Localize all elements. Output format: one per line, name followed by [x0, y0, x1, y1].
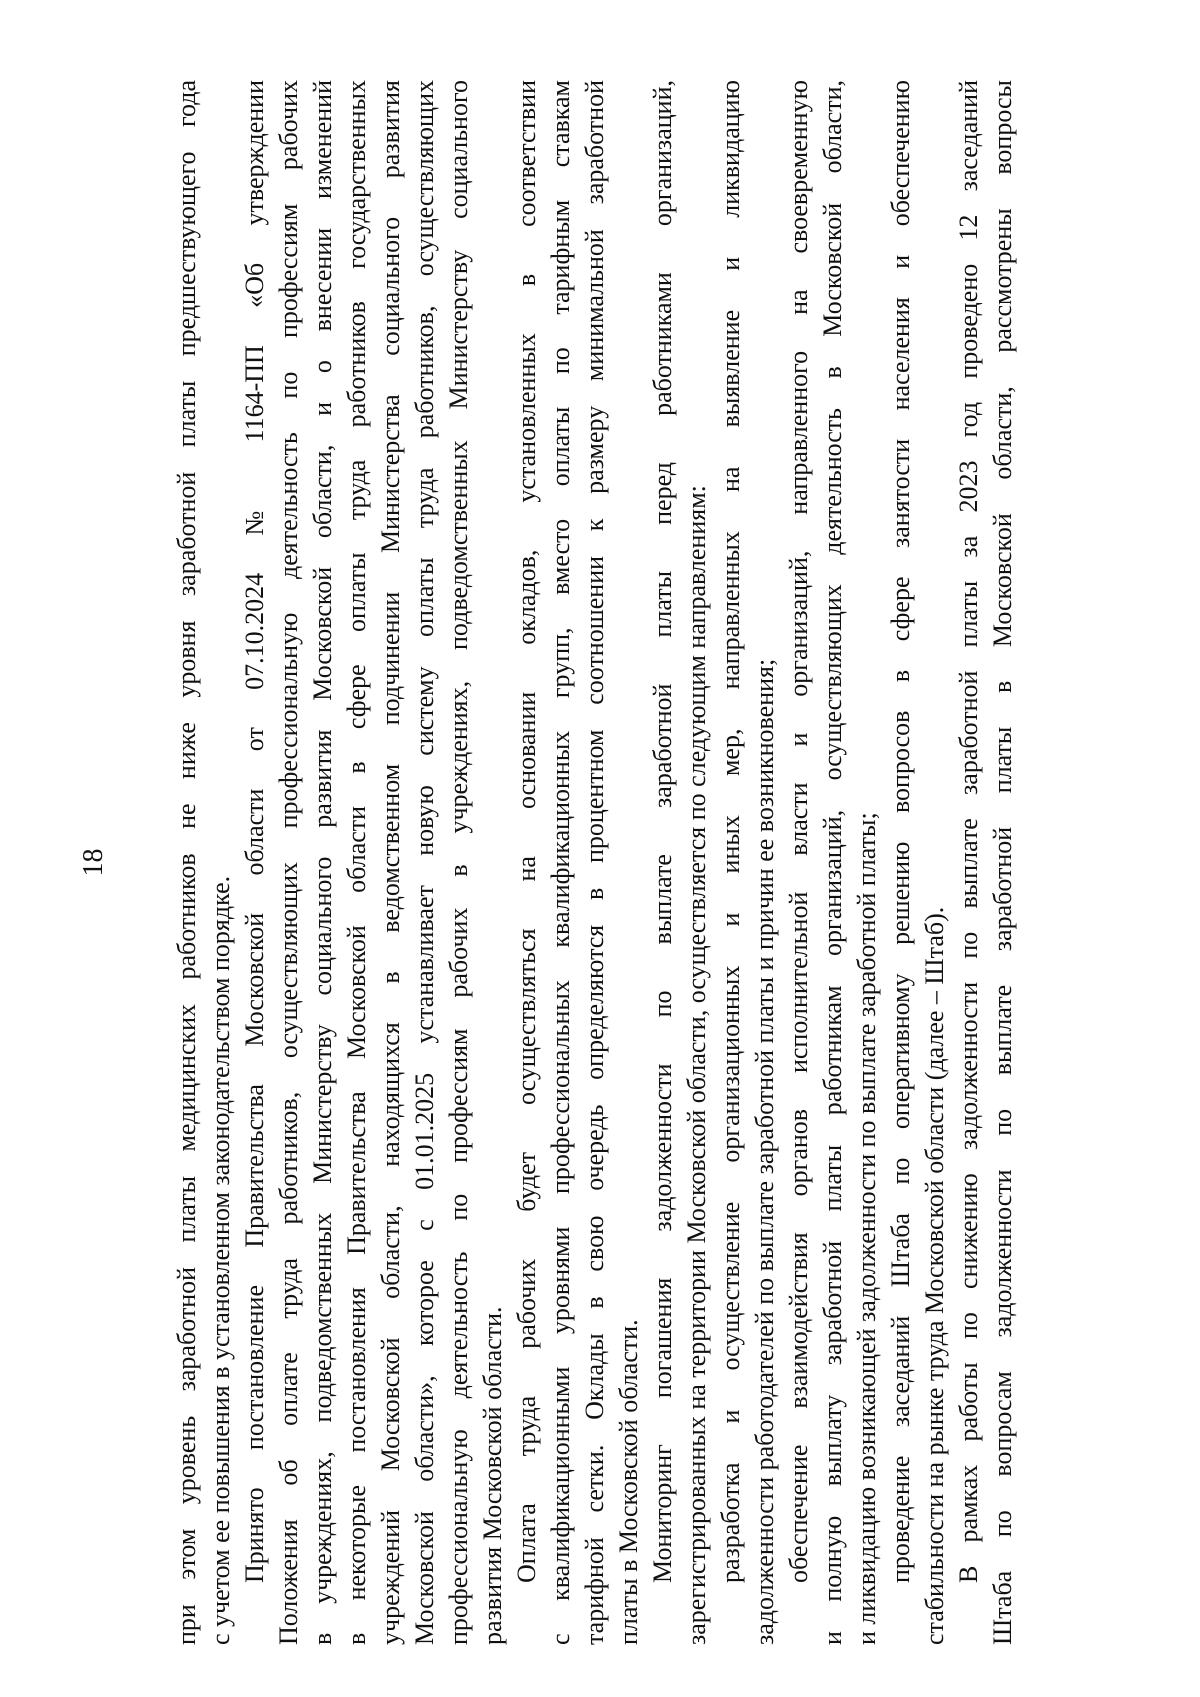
- text-line: Оплата труда рабочих будет осуществляться на основании окладов, установленных в соответствии: [512, 80, 541, 1583]
- text-line: в некоторые постановления Правительства Московской области в сфере оплаты труда работников государственных: [342, 80, 371, 1645]
- text-line: и ликвидацию возникающей задолженности по выплате заработной платы;: [852, 812, 881, 1645]
- text-line: с квалификационными уровнями профессиональных квалификационных групп, вместо оплаты по тарифным ставкам: [546, 80, 575, 1645]
- text-line: учреждений Московской области, находящихся в ведомственном подчинении Министерства социального развития: [376, 80, 405, 1645]
- text-line: зарегистрированных на территории Московской области, осуществляется по следующим направлениям:: [682, 485, 711, 1645]
- rotated-text-block: [78, 80, 1050, 1645]
- text-line: Положения об оплате труда работников, осуществляющих профессиональную деятельность по профессиям рабочих: [274, 80, 303, 1645]
- text-line: развития Московской области.: [478, 1306, 507, 1645]
- text-line: Мониторинг погашения задолженности по выплате заработной платы перед работниками организаций,: [648, 80, 677, 1583]
- text-line: Принято постановление Правительства Московской области от 07.10.2024 № 1164-ПП «Об утверждении: [240, 80, 269, 1583]
- text-line: обеспечение взаимодействия органов исполнительной власти и организаций, направленного на своевременную: [784, 80, 813, 1583]
- text-line: Московской области», которое с 01.01.2025 устанавливает новую систему оплаты труда работников, осуществляющих: [410, 80, 439, 1645]
- text-line: разработка и осуществление организационных и иных мер, направленных на выявление и ликвидацию: [716, 80, 745, 1583]
- text-line: в учреждениях, подведомственных Министерству социального развития Московской области, и о внесении изменений: [308, 80, 337, 1645]
- text-line: с учетом ее повышения в установленном законодательством порядке.: [206, 875, 235, 1645]
- text-line: при этом уровень заработной платы медицинских работников не ниже уровня заработной платы предшествующего года: [172, 80, 201, 1645]
- text-line: задолженности работодателей по выплате заработной платы и причин ее возникновения;: [750, 658, 779, 1645]
- text-line: тарифной сетки. Оклады в свою очередь определяются в процентном соотношении к размеру минимальной заработной: [580, 80, 609, 1645]
- text-line: В рамках работы по снижению задолженности по выплате заработной платы за 2023 год проведено 12 заседаний: [954, 80, 983, 1583]
- text-line: стабильности на рынке труда Московской области (далее – Штаб).: [920, 906, 949, 1645]
- text-line: проведение заседаний Штаба по оперативному решению вопросов в сфере занятости населения и обеспечению: [886, 80, 915, 1583]
- text-line: Штаба по вопросам задолженности по выплате заработной платы в Московской области, рассмотрены вопросы: [988, 80, 1017, 1645]
- page-number: 18: [78, 848, 109, 877]
- text-line: и полную выплату заработной платы работникам организаций, осуществляющих деятельность в Московской области,: [818, 80, 847, 1645]
- text-line: профессиональную деятельность по профессиям рабочих в учреждениях, подведомственных Министерству социального: [444, 80, 473, 1645]
- text-line: платы в Московской области.: [614, 1319, 643, 1645]
